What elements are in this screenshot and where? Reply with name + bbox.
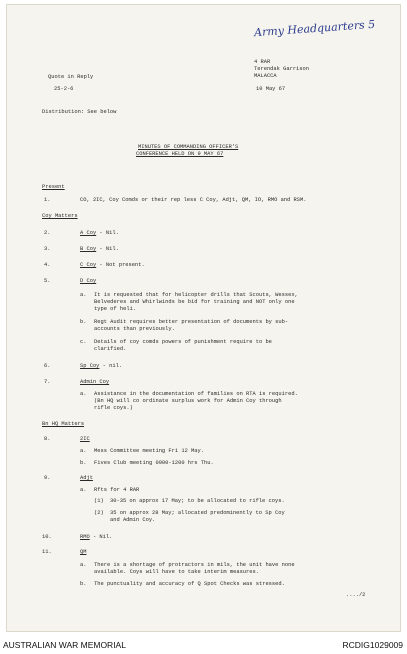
header-unit: 4 RAR — [254, 59, 271, 65]
admin-coy-point-a: rifle coys.) — [94, 405, 133, 411]
adjt-rfts-2: and Admin Coy. — [110, 517, 156, 523]
d-coy-point-b: accounts than previously. — [94, 326, 175, 332]
header-garrison: Terendak Garrison — [254, 66, 309, 72]
item-number: 9. — [44, 475, 51, 481]
item-a-coy: A Coy - Nil. — [80, 230, 119, 236]
d-coy-point-a: Belvederes and Whirlwinds be bid for training and NOT only one — [94, 299, 295, 305]
title-line-1: MINUTES OF COMMANDING OFFICER'S — [138, 144, 239, 150]
item-number: 4. — [44, 262, 51, 268]
sub-letter: b. — [80, 581, 87, 587]
qm-point-a: There is a shortage of protractors in mils, the unit have none — [94, 562, 295, 568]
footer-source: AUSTRALIAN WAR MEMORIAL — [3, 640, 126, 650]
item-number: 6. — [44, 363, 51, 369]
item-number: 1. — [44, 197, 51, 203]
qm-point-a: available. Coys will have to take interim measures. — [94, 569, 259, 575]
d-coy-point-a: It is requested that for helicopter drills that Scouts, Wessex, — [94, 292, 298, 298]
item-d-coy-label: D Coy — [80, 278, 97, 284]
sub-letter: c. — [80, 339, 87, 345]
item-number: 5. — [44, 278, 51, 284]
sub-letter: a. — [80, 391, 87, 397]
footer-bar — [0, 636, 407, 654]
present-text: CO, 2IC, Coy Comds or their rep less C Coy, Adjt, QM, IO, RMO and RSM. — [80, 197, 307, 203]
admin-coy-point-a: (Bn HQ will co ordinate surplus work for Admin Coy through — [94, 398, 282, 404]
adjt-rfts-2: 35 on approx 28 May; allocated predominently to Sp Coy — [110, 510, 285, 516]
item-sp-coy: Sp Coy - nil. — [80, 363, 123, 369]
reference-number: 25-2-6 — [54, 86, 74, 92]
item-rmo: RMO - Nil. — [80, 534, 113, 540]
item-c-coy: C Coy - Not present. — [80, 262, 145, 268]
document-page — [6, 4, 401, 632]
footer-record-id: RCDIG1029009 — [342, 640, 403, 650]
d-coy-point-b: Regt Audit requires better presentation of documents by sub- — [94, 319, 289, 325]
bn-hq-matters-heading: Bn HQ Matters — [42, 421, 85, 427]
item-number: 8. — [44, 436, 51, 442]
title-line-2: CONFERENCE HELD ON 9 MAY 67 — [136, 151, 224, 157]
sub-letter: a. — [80, 562, 87, 568]
d-coy-point-c: clarified. — [94, 346, 127, 352]
page-continued: ..../2 — [346, 592, 366, 598]
adjt-point-a: Rfts for 4 RAR — [94, 487, 140, 493]
present-heading: Present — [42, 184, 65, 190]
item-number: 10. — [42, 534, 52, 540]
admin-coy-point-a: Assistance in the documentation of families on RTA is required. — [94, 391, 298, 397]
sub-letter: b. — [80, 319, 87, 325]
item-number: 3. — [44, 246, 51, 252]
item-admin-coy-label: Admin Coy — [80, 379, 110, 385]
item-number: 7. — [44, 379, 51, 385]
sub-letter: a. — [80, 292, 87, 298]
adjt-rfts-1: 30-35 on approx 17 May; to be allocated to rifle coys. — [110, 498, 285, 504]
item-2ic-label: 2IC — [80, 436, 90, 442]
2ic-point-b: Fives Club meeting 0900-1200 hrs Thu. — [94, 460, 214, 466]
header-place: MALACCA — [254, 73, 277, 79]
item-qm-label: QM — [80, 549, 87, 555]
sub-number: (1) — [94, 498, 104, 504]
header-date: 10 May 67 — [256, 86, 286, 92]
d-coy-point-a: type of heli. — [94, 306, 137, 312]
item-number: 2. — [44, 230, 51, 236]
item-b-coy: B Coy - Nil. — [80, 246, 119, 252]
sub-letter: a. — [80, 487, 87, 493]
sub-letter: b. — [80, 460, 87, 466]
item-adjt-label: Adjt — [80, 475, 93, 481]
qm-point-b: The punctuality and accuracy of Q Spot Checks was stressed. — [94, 581, 285, 587]
item-number: 11. — [42, 549, 52, 555]
sub-number: (2) — [94, 510, 104, 516]
quote-in-reply: Quote in Reply — [48, 74, 94, 80]
2ic-point-a: Mess Committee meeting Fri 12 May. — [94, 448, 204, 454]
d-coy-point-c: Details of coy comds powers of punishment require to be — [94, 339, 272, 345]
coy-matters-heading: Coy Matters — [42, 213, 78, 219]
sub-letter: a. — [80, 448, 87, 454]
distribution-line: Distribution: See below — [42, 109, 117, 115]
handwritten-annotation: Army Headquarters 5 — [253, 17, 376, 40]
